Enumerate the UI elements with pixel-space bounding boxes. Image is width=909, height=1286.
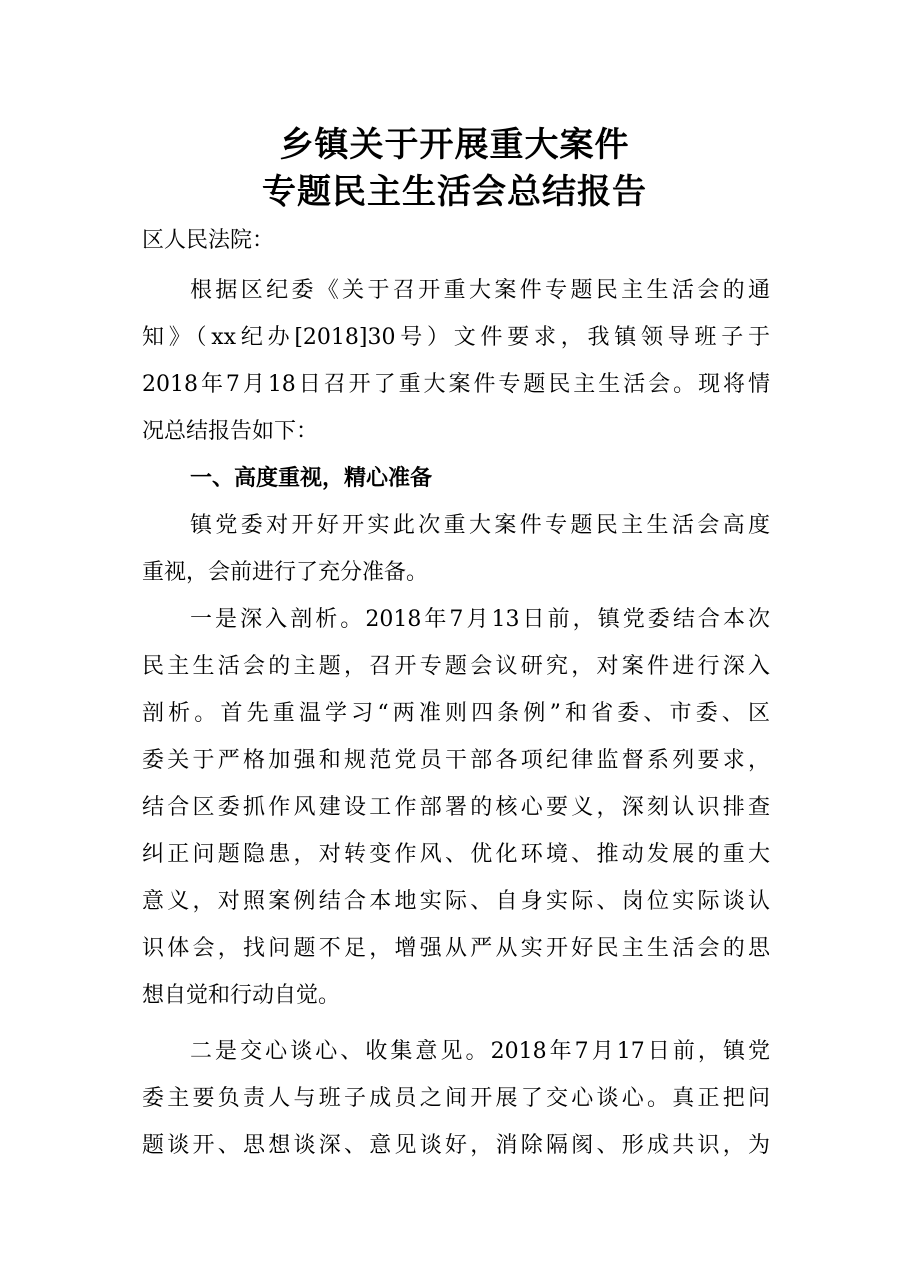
paragraph-1-line-4: 况总结报告如下： [142,419,319,444]
paragraph-3-line-6: 纠正问题隐患，对转变作风、优化环境、推动发展的重大 [142,842,770,867]
paragraph-3-line-7: 意义，对照案例结合本地实际、自身实际、岗位实际谈认 [142,889,770,914]
document-title-line-1: 乡镇关于开展重大案件 [279,125,630,165]
paragraph-1-line-2: 知》（xx纪办[2018]30号）文件要求，我镇领导班子于 [142,325,770,350]
paragraph-4-line-3: 题谈开、思想谈深、意见谈好，消除隔阂、形成共识，为 [142,1133,770,1158]
document-title-line-2: 专题民主生活会总结报告 [262,172,647,212]
salutation: 区人民法院： [142,228,275,253]
paragraph-3-line-8: 识体会，找问题不足，增强从严从实开好民主生活会的思 [142,936,770,961]
paragraph-4-line-2: 委主要负责人与班子成员之间开展了交心谈心。真正把问 [142,1086,770,1111]
paragraph-4-line-1: 二是交心谈心、收集意见。2018年7月17日前，镇党 [190,1039,770,1064]
paragraph-3-line-4: 委关于严格加强和规范党员干部各项纪律监督系列要求， [142,748,770,773]
paragraph-2-line-1: 镇党委对开好开实此次重大案件专题民主生活会高度 [190,513,770,538]
paragraph-1-line-1: 根据区纪委《关于召开重大案件专题民主生活会的通 [190,278,770,303]
paragraph-1-line-3: 2018年7月18日召开了重大案件专题民主生活会。现将情 [142,372,770,397]
paragraph-3-line-3: 剖析。首先重温学习“两准则四条例”和省委、市委、区 [142,701,770,726]
section-1-heading: 一、高度重视，精心准备 [190,466,433,491]
paragraph-3-line-9: 想自觉和行动自觉。 [142,983,341,1008]
paragraph-3-line-1: 一是深入剖析。2018年7月13日前，镇党委结合本次 [190,607,770,632]
paragraph-3-line-2: 民主生活会的主题，召开专题会议研究，对案件进行深入 [142,654,770,679]
paragraph-3-line-5: 结合区委抓作风建设工作部署的核心要义，深刻认识排查 [142,795,770,820]
paragraph-2-line-2: 重视，会前进行了充分准备。 [142,560,429,585]
